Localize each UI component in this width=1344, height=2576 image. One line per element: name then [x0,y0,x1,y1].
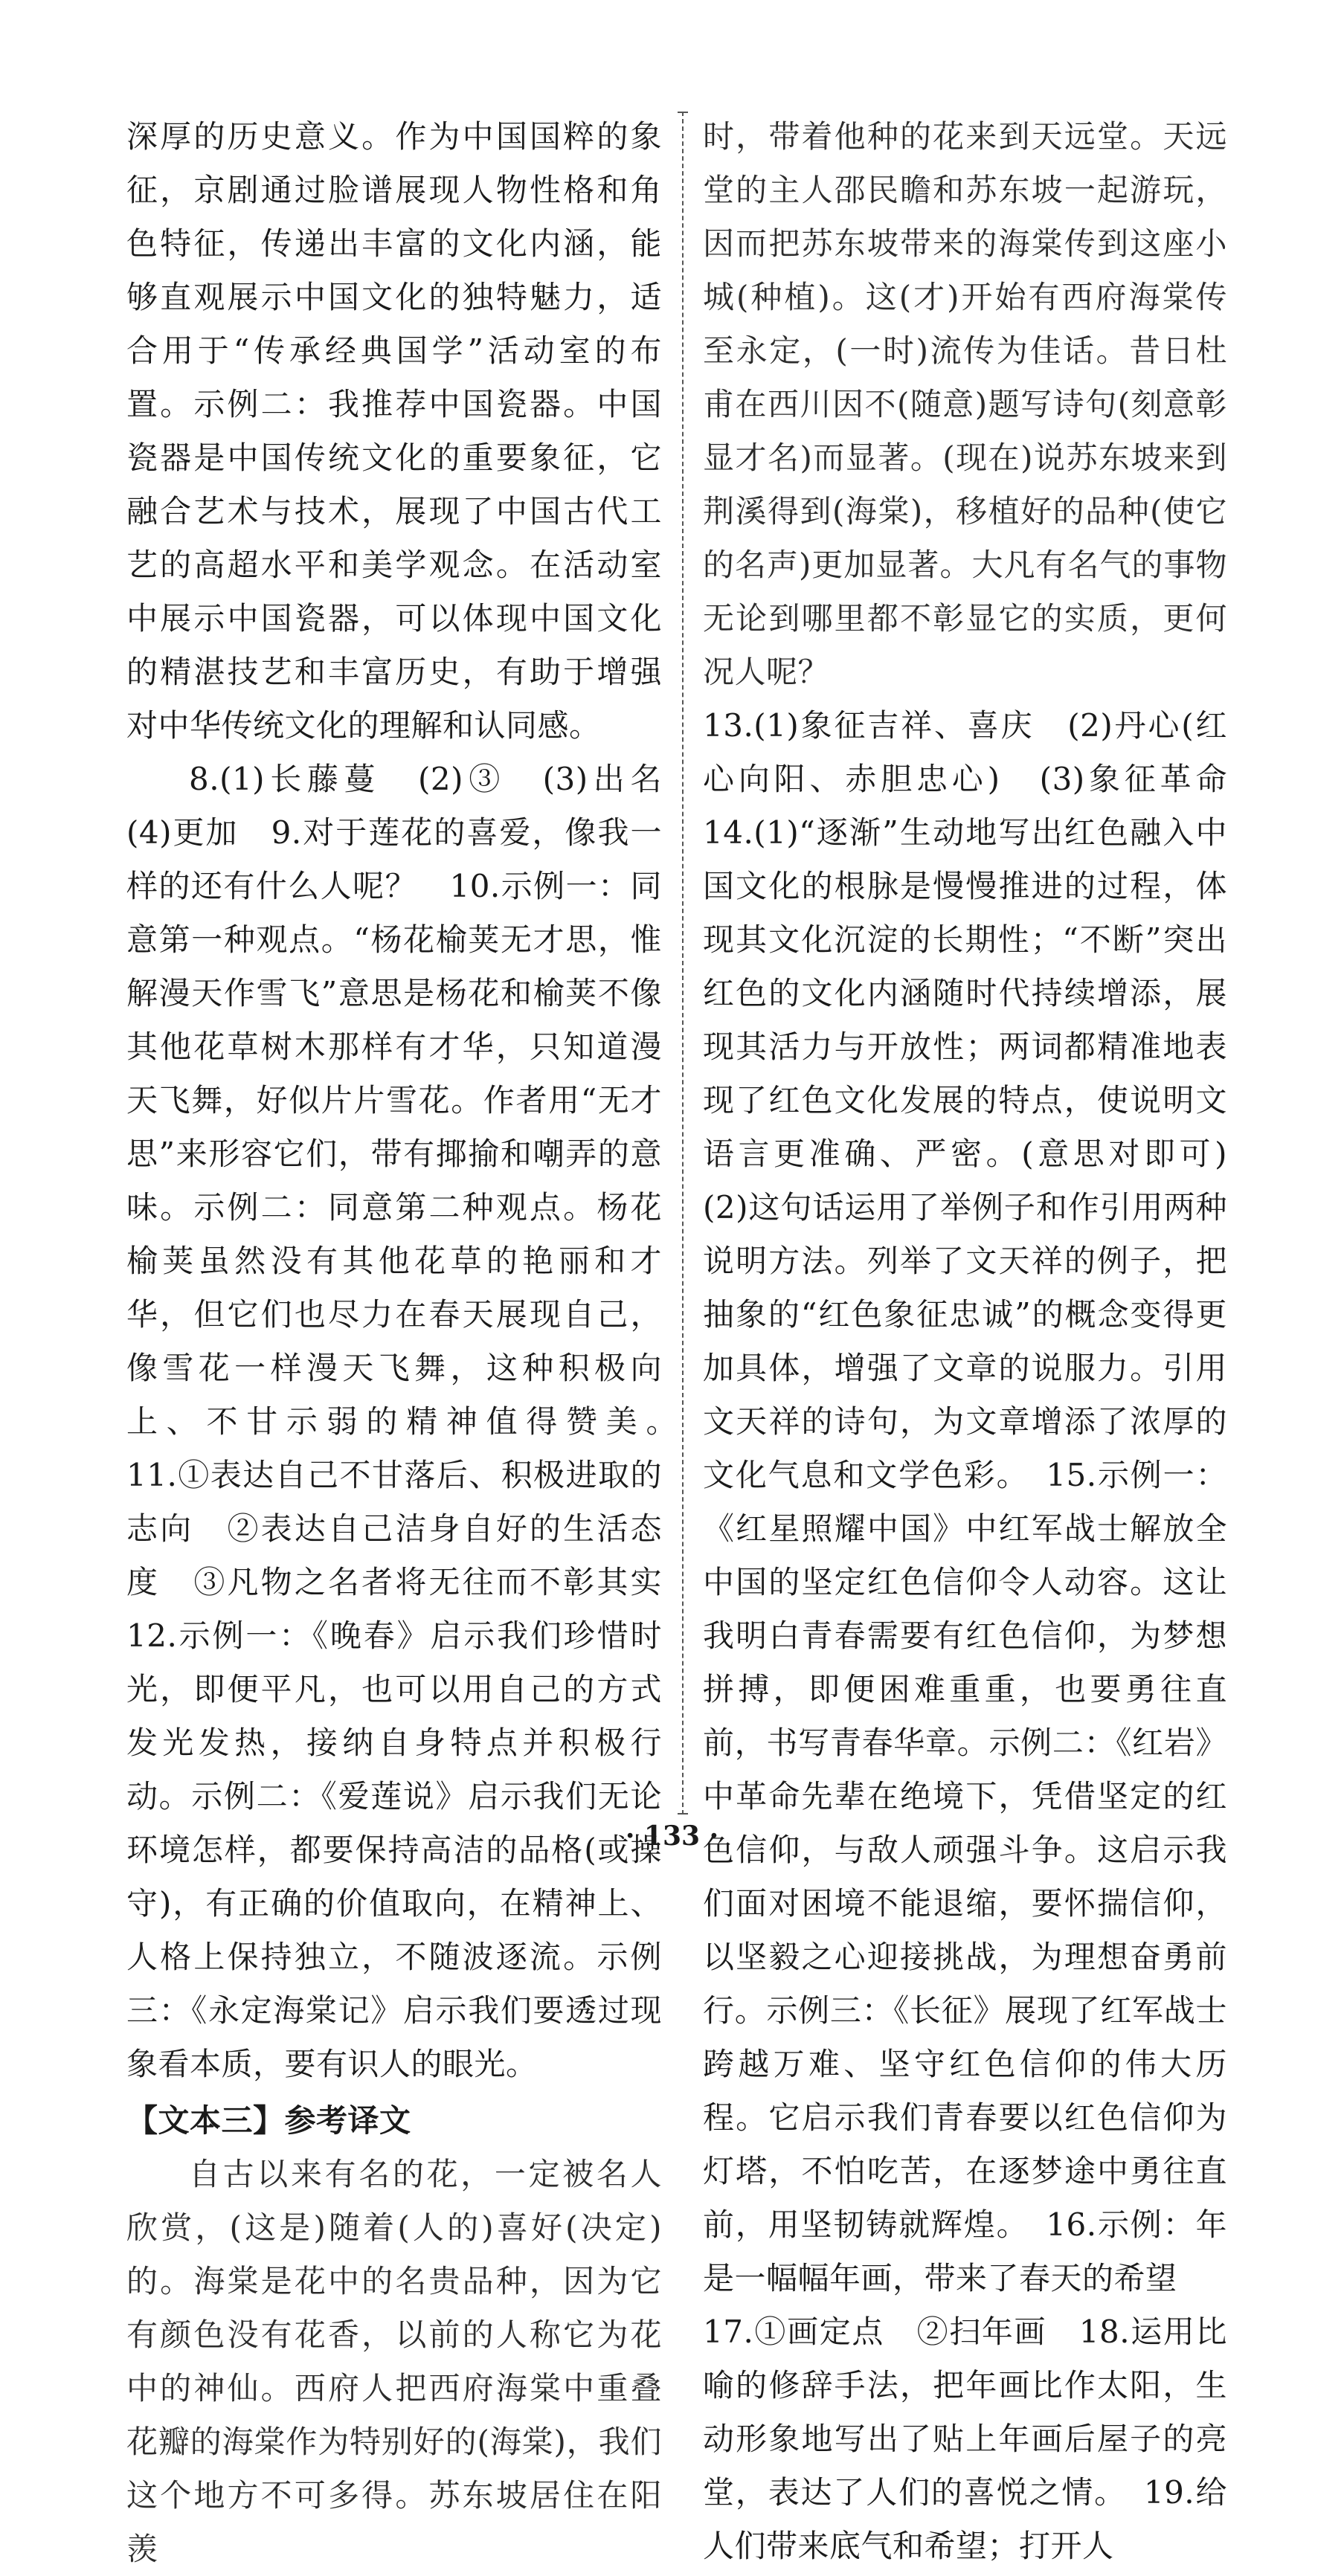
right-column [703,110,1259,2573]
section-title-text3: 【文本三】参考译文 [126,2102,411,2139]
left-paragraph-2: 8.(1)长藤蔓 (2)③ (3)出名 (4)更加 9.对于莲花的喜爱，像我一样的还有什么人呢？ 10.示例一：同意第一种观点。“杨花榆荚无才思，惟解漫天作雪飞”意思是杨花和榆荚不像其他花草树木那样有才华，只知道漫天飞舞，好似片片雪花。作者用“无才思”来形容它们，带有揶揄和嘲弄的意味。示例二：同意第二种观点。杨花榆荚虽然没有其他花草的艳丽和才华，但它们也尽力在春天展现自己，像雪花一样漫天飞舞，这种积极向上、不甘示弱的精神值得赞美。 11.①表达自己不甘落后、积极进取的志向 ②表达自己洁身自好的生活态度 ③凡物之名者将无往而不彰其实 12.示例一：《晚春》启示我们珍惜时光，即便平凡，也可以用自己的方式发光发热，接纳自身特点并积极行动。示例二：《爱莲说》启示我们无论环境怎样，都要保持高洁的品格(或操守)，有正确的价值取向，在精神上、人格上保持独立，不随波逐流。示例三：《永定海棠记》启示我们要透过现象看本质，要有识人的眼光。 [126,761,694,2082]
column-divider [682,112,684,1815]
right-paragraph-3: 17.①画定点 ②扫年画 18.运用比喻的修辞手法，把年画比作太阳，生动形象地写出了贴上年画后屋子的亮堂，表达了人们的喜悦之情。 19.给人们带来底气和希望；打开人 [703,2313,1227,2564]
page-number: · 133 · [625,1820,719,1852]
left-paragraph-1: 深厚的历史意义。作为中国国粹的象征，京剧通过脸谱展现人物性格和角色特征，传递出丰富的文化内涵，能够直观展示中国文化的独特魅力，适合用于“传承经典国学”活动室的布置。示例二：我推荐中国瓷器。中国瓷器是中国传统文化的重要象征，它融合艺术与技术，展现了中国古代工艺的高超水平和美学观念。在活动室中展示中国瓷器，可以体现中国文化的精湛技艺和丰富历史，有助于增强对中华传统文化的理解和认同感。 [126,118,662,744]
left-translation-paragraph: 自古以来有名的花，一定被名人欣赏，(这是)随着(人的)喜好(决定)的。海棠是花中的名贵品种，因为它有颜色没有花香，以前的人称它为花中的神仙。西府人把西府海棠中重叠花瓣的海棠作为特别好的(海棠)，我们这个地方不可多得。苏东坡居住在阳羡 [126,2156,662,2567]
right-paragraph-2: 13.(1)象征吉祥、喜庆 (2)丹心(红心向阳、赤胆忠心) (3)象征革命 14.(1)“逐渐”生动地写出红色融入中国文化的根脉是慢慢推进的过程，体现其文化沉淀的长期性；“不断”突出红色的文化内涵随时代持续增添，展现其活力与开放性；两词都精准地表现了红色文化发展的特点，使说明文语言更准确、严密。(意思对即可) (2)这句话运用了举例子和作引用两种说明方法。列举了文天祥的例子，把抽象的“红色象征忠诚”的概念变得更加具体，增强了文章的说服力。引用文天祥的诗句，为文章增添了浓厚的文化气息和文学色彩。 15.示例一：《红星照耀中国》中红军战士解放全中国的坚定红色信仰令人动容。这让我明白青春需要有红色信仰，为梦想拼搏，即便困难重重，也要勇往直前，书写青春华章。示例二：《红岩》中革命先辈在绝境下，凭借坚定的红色信仰，与敌人顽强斗争。这启示我们面对困境不能退缩，要怀揣信仰，以坚毅之心迎接挑战，为理想奋勇前行。示例三：《长征》展现了红军战士跨越万难、坚守红色信仰的伟大历程。它启示我们青春要以红色信仰为灯塔，不怕吃苦，在逐梦途中勇往直前，用坚韧铸就辉煌。 16.示例：年是一幅幅年画，带来了春天的希望 [703,707,1259,2296]
right-translation-paragraph: 时，带着他种的花来到天远堂。天远堂的主人邵民瞻和苏东坡一起游玩，因而把苏东坡带来的海棠传到这座小城(种植)。这(才)开始有西府海棠传至永定，(一时)流传为佳话。昔日杜甫在西川因不(随意)题写诗句(刻意彰显才名)而显著。(现在)说苏东坡来到荆溪得到(海棠)，移植好的品种(使它的名声)更加显著。大凡有名气的事物无论到哪里都不彰显它的实质，更何况人呢？ [703,118,1227,690]
